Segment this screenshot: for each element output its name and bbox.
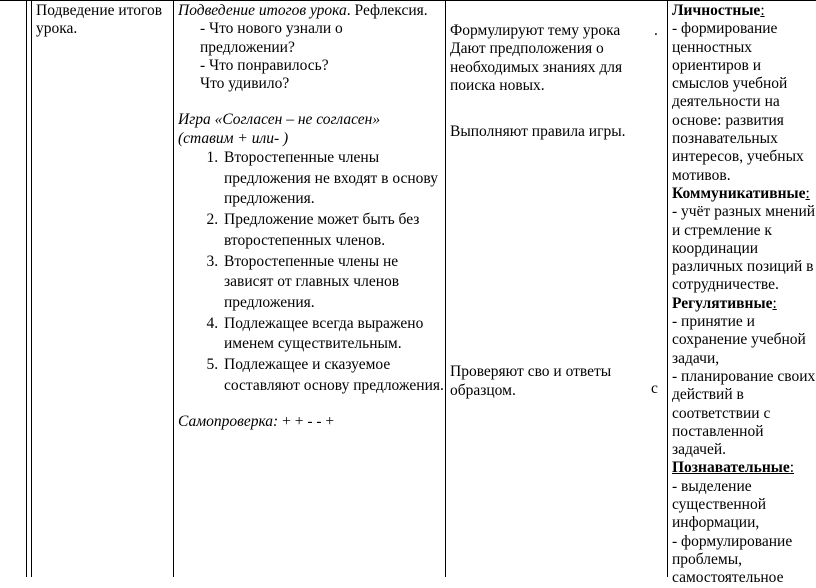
uud-cell <box>672 2 816 588</box>
rule-item: 5. Подлежащее и сказуемое составляют основу предложения. <box>222 355 446 396</box>
table-top-border <box>0 0 816 1</box>
heading-plain: . Рефлексия. <box>346 2 428 19</box>
reg-colon: : <box>772 294 777 312</box>
cog-text: - формулирование проблемы, самостоятельное <box>672 532 793 587</box>
cog-colon: : <box>789 459 795 477</box>
column-border <box>173 0 174 577</box>
self-check-value: + + - - + <box>278 412 335 430</box>
activity-line: Формулируют тему урока <box>450 22 621 39</box>
stray-letter: с <box>651 380 658 397</box>
question-line: - Что нового узнали о <box>200 20 343 38</box>
self-check <box>178 413 446 431</box>
reg-text: - планирование своих действий в соответствии с поставленной задачей. <box>672 367 816 459</box>
comm-heading <box>672 185 816 203</box>
reg-text: - принятие и сохранение учебной задачи, <box>672 313 806 367</box>
heading-italic: Подведение итогов урока <box>178 2 347 19</box>
self-check-label: Самопроверка: <box>178 412 279 430</box>
reg-heading <box>672 295 816 313</box>
cog-title: Познавательные <box>672 459 790 477</box>
rule-item: 3. Второстепенные члены не зависят от главных членов предложения. <box>222 252 446 314</box>
comm-text: - учёт разных мнений и стремление к координации различных позиций в сотрудничестве. <box>672 203 816 294</box>
game-title: Игра «Согласен – не согласен» <box>178 111 381 129</box>
activity-line: необходимых знаниях для <box>450 58 623 76</box>
column-border <box>667 0 668 577</box>
column-border <box>26 0 27 577</box>
personal-heading <box>672 2 816 20</box>
personal-text: - формирование ценностных ориентиров и смыслов учебной деятельности на основе: развития познавательных интересов, учебных мотивов. <box>672 20 804 184</box>
activity-line: образцом. <box>450 381 516 399</box>
teacher-heading <box>178 2 446 20</box>
reg-title: Регулятивные <box>672 294 773 312</box>
question-line: Что удивило? <box>200 75 290 93</box>
question-line: предложении? <box>200 38 295 56</box>
teacher-activity-cell <box>178 2 446 431</box>
rule-item: 4. Подлежащее всегда выражено именем существительным. <box>222 314 446 355</box>
comm-colon: : <box>805 184 810 202</box>
game-hint: (ставим + или- ) <box>178 129 289 147</box>
cog-heading <box>672 459 816 477</box>
rules-list <box>178 148 446 396</box>
stray-dot: . <box>654 22 658 39</box>
activity-line: Дают предположения о <box>450 40 604 58</box>
rule-item: 2. Предложение может быть без второстепенных членов. <box>222 210 446 251</box>
column-border <box>31 0 32 577</box>
activity-line: Проверяют сво и ответы <box>450 363 612 381</box>
stage-name: Подведение итогов урока. <box>36 2 163 38</box>
personal-colon: : <box>760 2 765 19</box>
activity-line: Выполняют правила игры. <box>450 123 626 141</box>
question-line: - Что понравилось? <box>200 56 329 74</box>
rule-item: 1. Второстепенные члены предложения не входят в основу предложения. <box>222 148 446 210</box>
stage-cell <box>36 2 171 39</box>
student-activity-cell <box>450 22 665 400</box>
activity-line: поиска новых. <box>450 76 545 94</box>
comm-title: Коммуникативные <box>672 184 806 202</box>
personal-title: Личностные <box>672 2 761 19</box>
cog-text: - выделение существенной информации, <box>672 477 767 532</box>
